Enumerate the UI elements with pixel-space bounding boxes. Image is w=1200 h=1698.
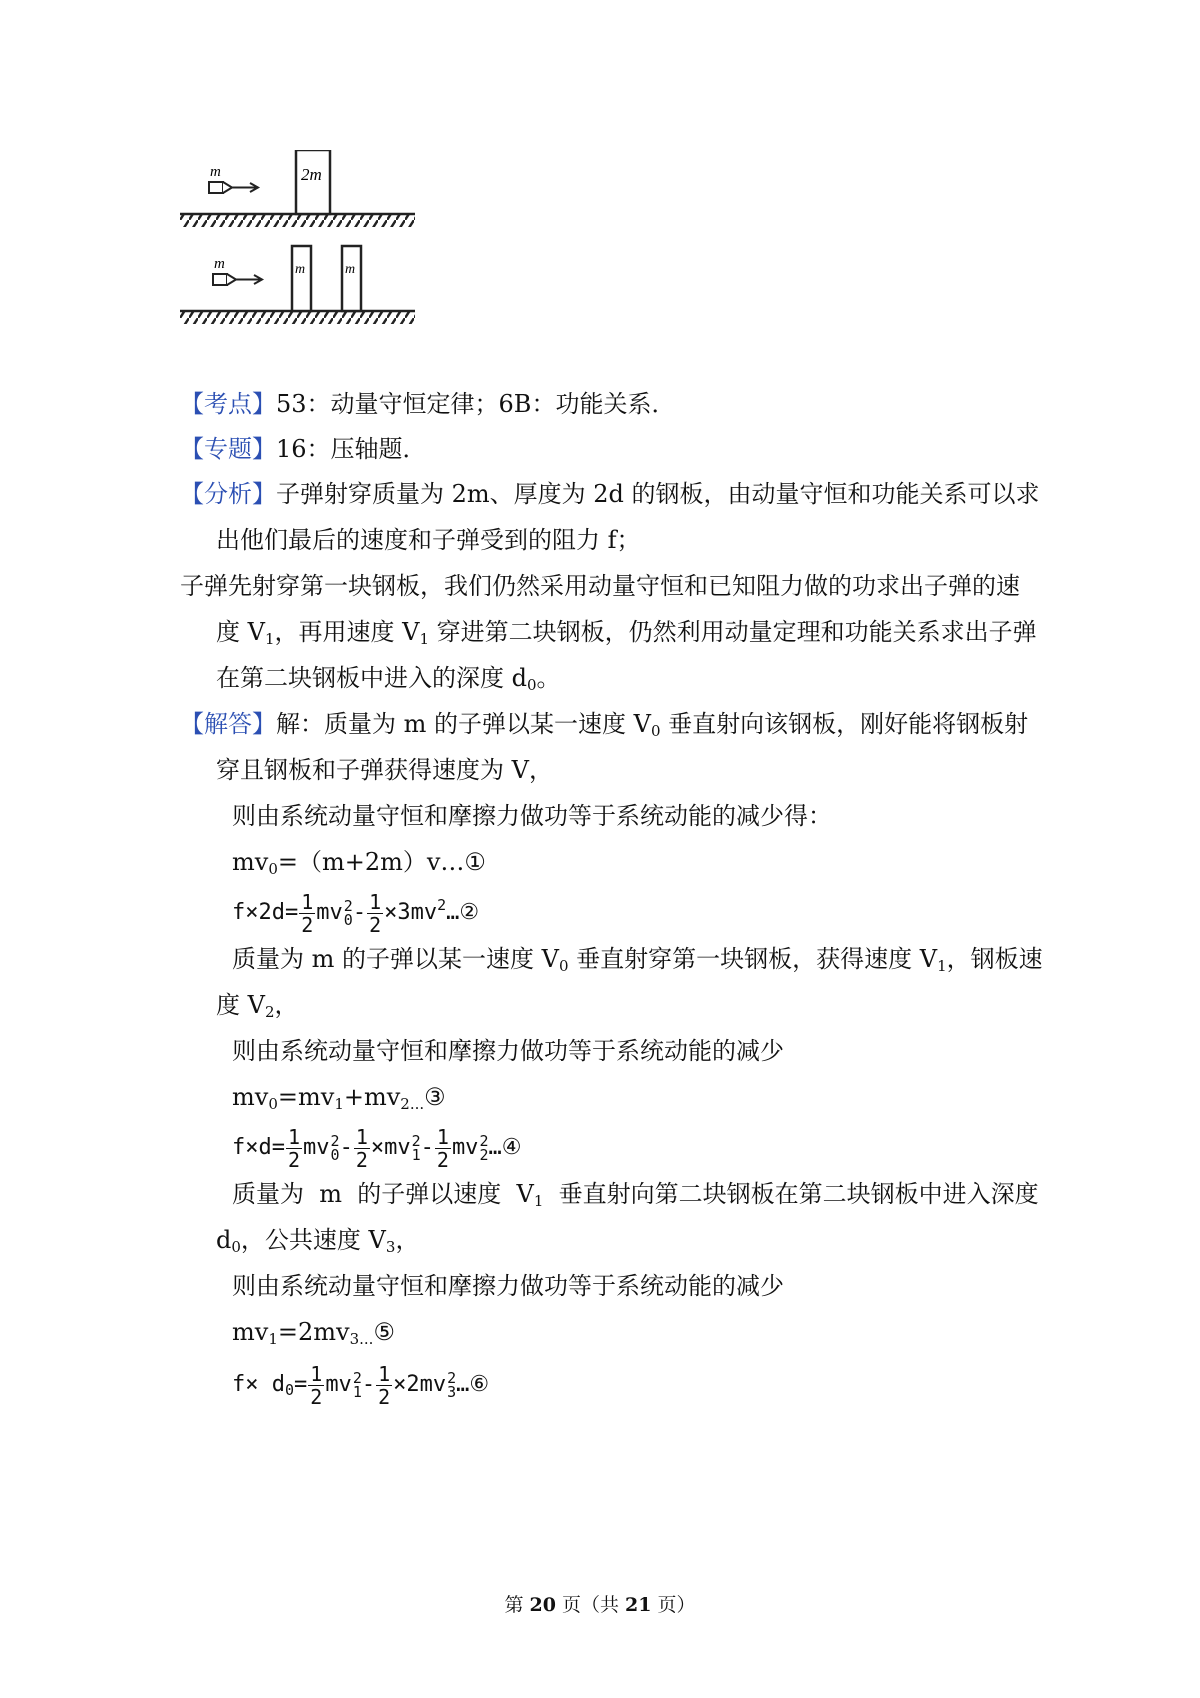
zhuanti-tag: 【专题】 xyxy=(180,435,276,463)
jieda-l4b: 垂直射穿第一块钢板，获得速度 V xyxy=(568,945,938,973)
page-number: 20 xyxy=(529,1594,556,1616)
minus: - xyxy=(361,1372,376,1397)
fenxi-tag: 【分析】 xyxy=(180,480,276,508)
eq5c: ⑤ xyxy=(373,1318,395,1346)
sub: 0 xyxy=(527,676,537,694)
bottom-bullet-label: m xyxy=(214,256,225,272)
minus: - xyxy=(339,1135,353,1160)
equation-6 xyxy=(232,1356,489,1414)
sub: 1 xyxy=(334,1095,344,1113)
fenxi-l4b: ，再用速度 V xyxy=(274,618,420,646)
fraction: $\frac{1}{2}$ xyxy=(310,1361,323,1409)
fraction: $\frac{1}{2}$ xyxy=(378,1361,391,1409)
eq3a: mv xyxy=(232,1083,269,1111)
fraction: $\frac{1}{2}$ xyxy=(369,889,382,937)
fenxi-line-5 xyxy=(216,660,561,696)
jieda-l7a: 质量为 m 的子弹以速度 V xyxy=(232,1180,534,1208)
top-bullet-tip xyxy=(223,182,232,193)
eq2c: ×3mv xyxy=(384,900,438,925)
bottom-bullet-tip xyxy=(227,274,236,285)
zhuanti-line xyxy=(180,431,427,467)
sup-sub: 2 3 xyxy=(447,1369,457,1401)
fraction: $\frac{1}{2}$ xyxy=(301,889,314,937)
fenxi-text-1: 子弹射穿质量为 2m、厚度为 2d 的钢板，由动量守恒和功能关系可以求 xyxy=(276,480,1040,508)
top-bullet-body xyxy=(209,182,223,193)
eq2d: …② xyxy=(446,900,480,925)
fenxi-l5b: 。 xyxy=(536,664,561,692)
equation-1 xyxy=(232,844,486,880)
sub: 0 xyxy=(650,722,661,740)
sup-sub: 2 2 xyxy=(479,1132,489,1164)
eq3c: +mv xyxy=(343,1083,401,1111)
bullet-block-diagram xyxy=(180,150,450,360)
jieda-tag: 【解答】 xyxy=(180,710,276,738)
sub: 2... xyxy=(400,1095,425,1113)
total-pages: 21 xyxy=(625,1594,652,1616)
jieda-l5b: ， xyxy=(274,991,299,1019)
jieda-line-1 xyxy=(180,706,1028,742)
bottom-block2-label: m xyxy=(345,262,356,277)
jieda-l4c: ，钢板速 xyxy=(946,945,1043,973)
top-bullet-label: m xyxy=(210,164,221,180)
jieda-l1b: 垂直射向该钢板，刚好能将钢板射 xyxy=(660,710,1029,738)
fenxi-l4c: 穿进第二块钢板，仍然利用动量定理和功能关系求出子弹 xyxy=(429,618,1037,646)
jieda-l4a: 质量为 m 的子弹以某一速度 V xyxy=(232,945,559,973)
kaodian-line xyxy=(180,386,675,422)
eq1b: =（m+2m）v…① xyxy=(277,848,486,876)
sup-sub: 2 0 xyxy=(343,897,353,929)
fenxi-l5a: 在第二块钢板中进入的深度 d xyxy=(216,664,527,692)
minus: - xyxy=(420,1135,434,1160)
top-block-label: 2m xyxy=(301,165,322,184)
eq2b: mv xyxy=(316,900,343,925)
jieda-l7b: 垂直射向第二块钢板在第二块钢板中进入深度 xyxy=(543,1180,1039,1208)
eq2a: f×2d= xyxy=(232,900,299,925)
footer-b: 页（共 xyxy=(555,1594,626,1616)
top-ground-hatch xyxy=(180,215,415,227)
jieda-line-6: 则由系统动量守恒和摩擦力做功等于系统动能的减少 xyxy=(232,1037,784,1065)
jieda-line-5 xyxy=(216,987,299,1023)
eq6c: mv xyxy=(325,1372,352,1397)
bottom-scene xyxy=(180,246,415,324)
eq4e: …④ xyxy=(488,1135,522,1160)
sub: 1 xyxy=(268,1330,278,1348)
sup-sub: 2 1 xyxy=(411,1132,421,1164)
jieda-line-3: 则由系统动量守恒和摩擦力做功等于系统动能的减少得： xyxy=(232,802,832,830)
sub: 1 xyxy=(533,1192,544,1210)
page-footer xyxy=(0,1590,1200,1617)
fenxi-line-1 xyxy=(180,476,1040,512)
sup: 2 xyxy=(437,896,447,914)
sub: 1 xyxy=(937,957,947,975)
jieda-l5a: 度 V xyxy=(216,991,265,1019)
fraction: $\frac{1}{2}$ xyxy=(355,1124,368,1172)
jieda-line-8 xyxy=(216,1222,419,1258)
fenxi-l4a: 度 V xyxy=(216,618,265,646)
equation-5 xyxy=(232,1314,395,1350)
kaodian-tag: 【考点】 xyxy=(180,390,276,418)
sub: 1 xyxy=(264,630,275,648)
jieda-l8c: ， xyxy=(395,1226,420,1254)
eq6a: f× d xyxy=(232,1372,285,1397)
fenxi-line-4 xyxy=(216,614,1037,650)
sub: 0 xyxy=(558,957,569,975)
eq6b: = xyxy=(294,1372,308,1397)
fraction: $\frac{1}{2}$ xyxy=(436,1124,449,1172)
bottom-ground-hatch xyxy=(180,312,415,324)
zhuanti-text: 16：压轴题． xyxy=(276,435,427,463)
eq4b: mv xyxy=(303,1135,330,1160)
eq3b: =mv xyxy=(277,1083,335,1111)
eq5a: mv xyxy=(232,1318,269,1346)
eq4c: ×mv xyxy=(370,1135,411,1160)
fraction: $\frac{1}{2}$ xyxy=(287,1124,301,1172)
jieda-l1a: 解：质量为 m 的子弹以某一速度 V xyxy=(276,710,651,738)
sub: 0 xyxy=(268,1095,278,1113)
bottom-bullet-body xyxy=(213,274,227,285)
jieda-line-9: 则由系统动量守恒和摩擦力做功等于系统动能的减少 xyxy=(232,1272,784,1300)
sub: 0 xyxy=(231,1238,241,1256)
jieda-line-2: 穿且钢板和子弹获得速度为 V， xyxy=(216,756,553,784)
eq6d: ×2mv xyxy=(393,1372,447,1397)
jieda-l8a: d xyxy=(216,1226,232,1254)
eq4d: mv xyxy=(451,1135,479,1160)
bottom-block1-label: m xyxy=(295,262,306,277)
sup-sub: 2 1 xyxy=(352,1369,362,1401)
fenxi-line-2: 出他们最后的速度和子弹受到的阻力 f； xyxy=(216,526,641,554)
equation-3 xyxy=(232,1079,446,1115)
fenxi-line-3: 子弹先射穿第一块钢板，我们仍然采用动量守恒和已知阻力做的功求出子弹的速 xyxy=(180,572,1020,600)
equation-4 xyxy=(232,1119,521,1177)
eq1a: mv xyxy=(232,848,269,876)
footer-a: 第 xyxy=(504,1594,530,1616)
eq4a: f×d= xyxy=(232,1135,285,1160)
eq3d: ③ xyxy=(424,1083,446,1111)
sub: 0 xyxy=(284,1381,295,1399)
eq6e: …⑥ xyxy=(456,1372,490,1397)
sub: 3... xyxy=(349,1330,374,1348)
equation-2 xyxy=(232,884,479,942)
jieda-line-7 xyxy=(232,1176,1039,1212)
sub: 3 xyxy=(385,1238,396,1256)
jieda-l8b: ，公共速度 V xyxy=(240,1226,386,1254)
kaodian-text: 53：动量守恒定律；6B：功能关系． xyxy=(276,390,676,418)
sub: 2 xyxy=(264,1003,275,1021)
sub: 1 xyxy=(419,630,430,648)
jieda-line-4 xyxy=(232,941,1043,977)
minus: - xyxy=(352,900,367,925)
top-scene xyxy=(180,150,415,227)
bottom-block-2 xyxy=(342,246,361,311)
bottom-block-1 xyxy=(292,246,311,311)
sup-sub: 2 0 xyxy=(330,1132,340,1164)
footer-c: 页） xyxy=(651,1594,696,1616)
sub: 0 xyxy=(268,860,278,878)
eq5b: =2mv xyxy=(277,1318,350,1346)
